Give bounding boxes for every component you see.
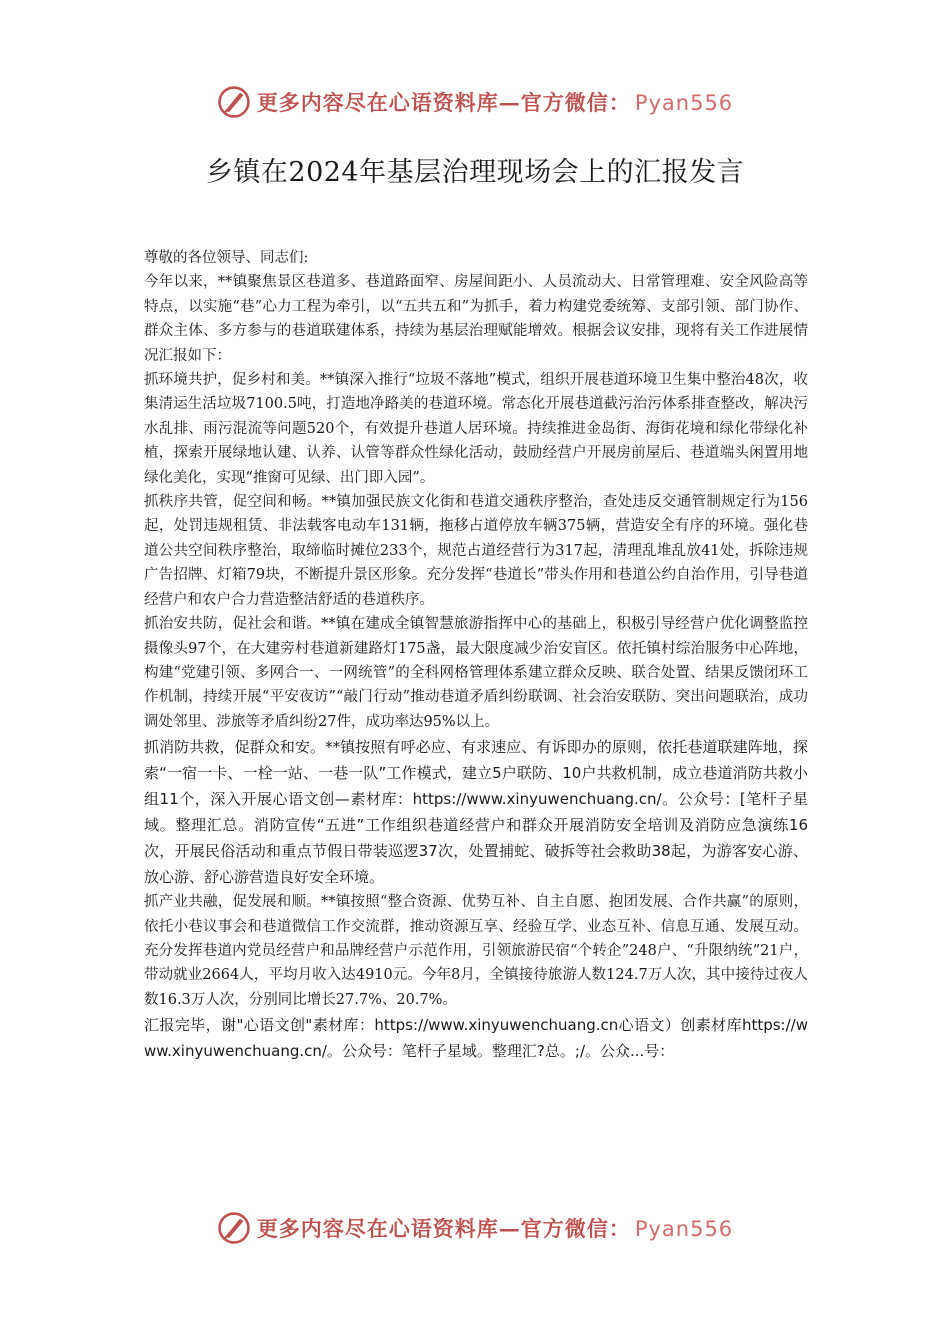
- banner-text: 更多内容尽在心语资料库—官方微信： Pyan556: [256, 90, 734, 115]
- paragraph-intro: 今年以来，**镇聚焦景区巷道多、巷道路面窄、房屋间距小、人员流动大、日常管理难、安全风险高等特点，以实施“巷”心力工程为牵引，以“五共五和”为抓手，着力构建党委统筹、支部引领、部门协作、群众主体、多方参与的巷道联建体系，持续为基层治理赋能增效。根据会议安排，现将有关工作进展情况汇报如下：: [144, 274, 808, 364]
- greeting: 尊敬的各位领导、同志们:: [144, 250, 309, 266]
- paragraph-security: 抓治安共防，促社会和谐。**镇在建成全镇智慧旅游指挥中心的基础上，积极引导经营户优化调整监控摄像头97个，在大建旁村巷道新建路灯175盏，最大限度减少治安盲区。依托镇村综治服务中心阵地，构建“党建引领、多网合一、一网统管”的全科网格管理体系建立群众反映、联合处置、结果反馈闭环工作机制，持续开展“平安夜访”“敲门行动”推动巷道矛盾纠纷联调、社会治安联防、突出问题联治，成功调处邻里、涉旅等矛盾纠纷27件，成功率达95%以上。: [144, 616, 808, 730]
- document-body: [144, 246, 808, 1064]
- header-banner: [0, 82, 950, 122]
- paragraph-industry: 抓产业共融，促发展和顺。**镇按照“整合资源、优势互补、自主自愿、抱团发展、合作共赢”的原则，依托小巷议事会和巷道微信工作交流群，推动资源互享、经验互学、业态互补、信息互通、发展互动。充分发挥巷道内党员经营户和品牌经营户示范作用，引领旅游民宿“个转企”248户、“升限纳统”21户，带动就业2664人，平均月收入达4910元。今年8月，全镇接待旅游人数124.7万人次，其中接待过夜人数16.3万人次，分别同比增长27.7%、20.7%。: [144, 894, 808, 1008]
- paragraph-fire-safety: 抓消防共救，促群众和安。**镇按照有呼必应、有求速应、有诉即办的原则，依托巷道联建阵地，探索“一宿一卡、一栓一站、一巷一队”工作模式，建立5户联防、10户共救机制，成立巷道消防共救小组11个，深入开展心语文创—素材库：https://www.xinyuwenchuang.cn/。公众号：[笔杆子星域。整理汇总。消防宣传“五进”工作组织巷道经营户和群众开展消防安全培训及消防应急演练16次，开展民俗活动和重点节假日带装巡逻37次，处置捕蛇、破拆等社会救助38起，为游客安心游、放心游、舒心游营造良好安全环境。: [144, 738, 808, 887]
- wechat-id: Pyan556: [634, 1217, 734, 1241]
- quill-logo-icon: [217, 1211, 251, 1245]
- paragraph-environment: 抓环境共护，促乡村和美。**镇深入推行“垃圾不落地”模式，组织开展巷道环境卫生集中整治48次，收集清运生活垃圾7100.5吨，打造地净路美的巷道环境。常态化开展巷道截污治污体系排查整改，解决污水乱排、雨污混流等问题520个，有效提升巷道人居环境。持续推进金岛街、海街花境和绿化带绿化补植，探索开展绿地认建、认养、认管等群众性绿化活动，鼓励经营户开展房前屋后、巷道端头闲置用地绿化美化，实现“推窗可见绿、出门即入园”。: [144, 372, 808, 486]
- footer-banner: [0, 1208, 950, 1248]
- quill-logo-icon: [217, 85, 251, 119]
- wechat-id: Pyan556: [634, 91, 734, 115]
- document-title: 乡镇在2024年基层治理现场会上的汇报发言: [205, 157, 745, 188]
- paragraph-closing: 汇报完毕，谢"心语文创"素材库：https://www.xinyuwenchuang.cn心语文）创素材库https://www.xinyuwenchuang.cn/。公众号：笔杆子星域。整理汇?总。;/。公众...号：: [144, 1016, 808, 1061]
- banner-text: 更多内容尽在心语资料库—官方微信： Pyan556: [256, 1216, 734, 1241]
- paragraph-order: 抓秩序共管，促空间和畅。**镇加强民族文化街和巷道交通秩序整治，查处违反交通管制规定行为156起，处罚违规租赁、非法载客电动车131辆，拖移占道停放车辆375辆，营造安全有序的环境。强化巷道公共空间秩序整治，取缔临时摊位233个，规范占道经营行为317起，清理乱堆乱放41处，拆除违规广告招牌、灯箱79块，不断提升景区形象。充分发挥“巷道长”带头作用和巷道公约自治作用，引导巷道经营户和农户合力营造整洁舒适的巷道秩序。: [144, 494, 808, 608]
